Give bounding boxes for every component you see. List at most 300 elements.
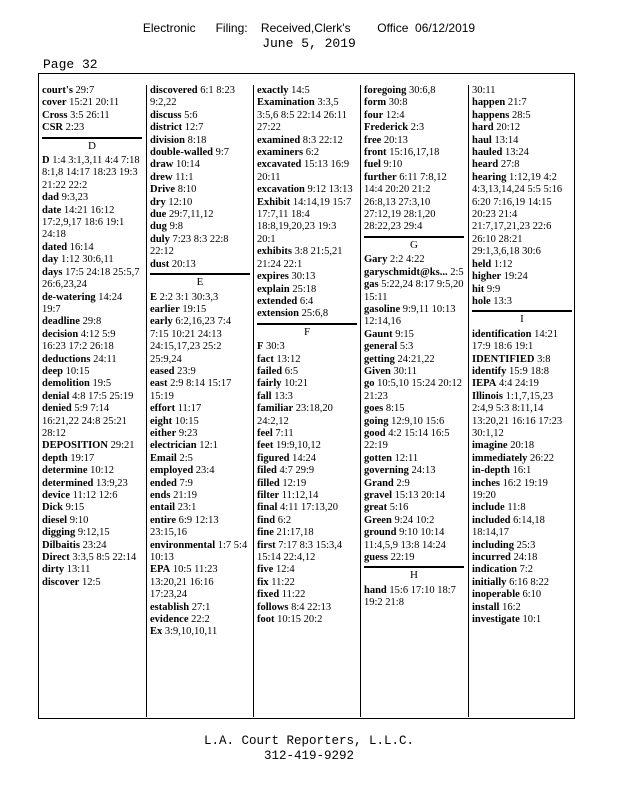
index-entry [364, 416, 464, 428]
index-entry [257, 440, 357, 452]
page-line-refs: 3:5 26:11 [70, 109, 110, 121]
page-line-refs: 15:21 20:11 [69, 97, 120, 109]
index-term: Dick [42, 502, 63, 514]
index-entry [257, 378, 357, 390]
index-entry [150, 453, 250, 465]
page-line-refs: 2:2 4:22 [389, 254, 425, 266]
index-term: fact [257, 353, 274, 365]
index-term: great [364, 502, 388, 514]
index-term: inoperable [472, 589, 520, 601]
page-line-refs: 2:9 8:14 15:17 15:19 [150, 378, 232, 402]
index-term: diesel [42, 514, 68, 526]
page-line-refs: 12:7 [184, 122, 204, 134]
index-entry [257, 85, 357, 97]
index-entry [257, 147, 357, 159]
page-line-refs: 9:10 [69, 514, 89, 526]
page-line-refs: 24:21,22 [397, 353, 435, 365]
index-term: earlier [150, 303, 180, 315]
index-term: five [257, 564, 274, 576]
page-line-refs: 6:10 [522, 589, 542, 601]
index-entry [472, 577, 572, 589]
index-term: gas [364, 279, 379, 291]
page-line-refs: 6:11 7:8,12 14:4 20:20 21:2 26:8,13 27:3,10 27:12,19 28:1,20 28:22,23 29:4 [364, 171, 447, 233]
page-line-refs: 2:3 [410, 122, 425, 134]
column-divider [360, 85, 361, 717]
index-entry [42, 97, 142, 109]
page-line-refs: 7:9 [179, 477, 193, 489]
index-entry [150, 122, 250, 134]
page-line-refs: 19:17 [70, 452, 95, 464]
index-term: extended [257, 295, 298, 307]
index-term: goes [364, 403, 384, 415]
index-term: examined [257, 134, 301, 146]
index-entry [364, 341, 464, 353]
index-term: DEPOSITION [42, 440, 108, 452]
index-entry [42, 329, 142, 354]
index-term: four [364, 109, 384, 121]
index-term: Email [150, 452, 177, 464]
index-entry [472, 366, 572, 378]
page-line-refs: 11:8 [507, 502, 526, 514]
index-entry [257, 271, 357, 283]
index-entry [150, 416, 250, 428]
index-entry [257, 515, 357, 527]
index-entry [42, 205, 142, 242]
index-term: foregoing [364, 85, 407, 96]
index-term: fuel [364, 159, 381, 171]
index-entry [150, 502, 250, 514]
index-term: device [42, 490, 70, 501]
index-term: Direct [42, 552, 70, 564]
index-term: digging [42, 527, 76, 539]
index-entry [472, 502, 572, 514]
index-term: inches [472, 477, 501, 489]
index-entry [42, 366, 142, 378]
index-term: electrician [150, 440, 197, 452]
index-term: fixed [257, 589, 280, 601]
index-entry [472, 97, 572, 109]
index-term: exactly [257, 85, 289, 96]
page-line-refs: 25:6,8 [301, 308, 329, 320]
page-line-refs: 15:6 17:10 18:7 19:2 21:8 [364, 584, 456, 609]
page-line-refs: 12:9,10 15:6 [391, 415, 445, 427]
index-entry [364, 428, 464, 453]
index-term: Given [364, 365, 391, 377]
page-line-refs: 14:24 [292, 452, 317, 464]
page-line-refs: 16:1 [512, 465, 532, 477]
page-line-refs: 15:16,17,18 [389, 147, 440, 159]
index-term: double-walled [150, 147, 214, 159]
index-term: E [150, 291, 158, 303]
page-line-refs: 9:12 13:13 [307, 184, 353, 196]
index-entry [150, 440, 250, 452]
index-term: date [42, 204, 62, 216]
index-entry [364, 279, 464, 304]
page-line-refs: 23:9 [177, 365, 196, 377]
index-entry [150, 209, 250, 221]
index-entry [472, 540, 572, 552]
index-term: draw [150, 159, 174, 171]
index-term: division [150, 134, 186, 146]
column-divider [146, 85, 147, 717]
reporter-name: L.A. Court Reporters, L.L.C. [203, 734, 415, 748]
index-term: hand [364, 584, 387, 596]
index-entry [364, 304, 464, 329]
index-term: discover [42, 576, 80, 588]
index-entry [364, 490, 464, 502]
page-line-refs: 20:13 [383, 134, 408, 146]
index-entry [150, 465, 250, 477]
page-line-refs: 5:22,24 8:17 9:5,20 15:11 [364, 279, 464, 303]
index-entry [257, 184, 357, 196]
page-line-refs: 11:22 [271, 576, 295, 588]
index-entry [150, 602, 250, 614]
page-line-refs: 7:23 8:3 22:8 22:12 [150, 233, 229, 258]
page-line-refs: 25:3 [516, 539, 536, 551]
index-entry [150, 366, 250, 378]
page-line-refs: 6:1 8:23 9:2,22 [150, 85, 235, 109]
index-term: denial [42, 390, 70, 402]
index-entry [42, 378, 142, 390]
index-term: D [42, 155, 50, 167]
index-term: immediately [472, 452, 528, 464]
index-term: Cross [42, 109, 68, 121]
page-line-refs: 30:8 [388, 97, 408, 109]
index-term: employed [150, 465, 194, 477]
index-entry [42, 292, 142, 317]
page-line-refs: 6:2,16,23 7:4 7:15 10:21 24:13 24:15,17,23 25:2 25:9,24 [150, 316, 232, 365]
page-line-refs: 29:21 [110, 440, 135, 452]
index-term: IDENTIFIED [472, 353, 535, 365]
index-entry [150, 515, 250, 540]
index-term: getting [364, 353, 395, 365]
page-line-refs: 10:5,10 15:24 20:12 21:23 [364, 378, 463, 402]
index-entry [364, 329, 464, 341]
index-term: explain [257, 283, 290, 295]
index-term: happens [472, 109, 510, 121]
reporter-phone: 312-419-9292 [263, 749, 354, 763]
index-entry [42, 316, 142, 328]
index-entry [42, 155, 142, 192]
index-entry [257, 564, 357, 576]
page-line-refs: 2:23 [65, 122, 85, 134]
page-line-refs: 4:11 17:13,20 [280, 502, 338, 514]
index-entry [150, 135, 250, 147]
index-term: install [472, 601, 500, 613]
index-entry [42, 110, 142, 122]
index-entry [364, 378, 464, 403]
index-term: Examination [257, 97, 315, 109]
page-line-refs: 4:7 29:9 [279, 465, 315, 477]
index-entry [472, 602, 572, 614]
index-term: F [257, 341, 264, 353]
index-entry [257, 97, 357, 134]
page-line-refs: 1:12 [493, 258, 513, 270]
index-entry [364, 159, 464, 171]
page-line-refs: 9:15 [395, 328, 414, 340]
page-line-refs: 10:15 20:2 [277, 614, 323, 626]
page-line-refs: 3:8 [537, 353, 551, 365]
column-divider [253, 85, 254, 717]
index-term: hole [472, 295, 491, 307]
index-term: include [472, 502, 505, 514]
page-line-refs: 13:3 [274, 390, 293, 402]
page-line-refs: 8:18 [187, 134, 207, 146]
index-term: held [472, 258, 492, 270]
index-entry [472, 391, 572, 441]
index-entry [42, 254, 142, 266]
index-term: dad [42, 192, 59, 204]
index-entry [364, 147, 464, 159]
index-term: failed [257, 365, 283, 377]
index-entry [364, 366, 464, 378]
index-term: district [150, 122, 183, 134]
page-line-refs: 9:8 [169, 221, 183, 233]
page-line-refs: 14:14,19 15:7 17:7,11 18:4 18:8,19,20,23 19:3 20:1 [257, 196, 352, 245]
page-line-refs: 20:18 [510, 440, 535, 452]
index-entry [472, 284, 572, 296]
index-entry [472, 296, 572, 308]
page-line-refs: 12:5 [81, 576, 101, 588]
index-entry [150, 147, 250, 159]
index-entry [257, 527, 357, 539]
index-entry [364, 254, 464, 266]
index-term: dirty [42, 564, 65, 576]
index-entry [257, 296, 357, 308]
index-term: deadline [42, 316, 80, 328]
page-line-refs: 30:6,8 [409, 85, 436, 96]
index-term: Dilbaitis [42, 539, 80, 551]
index-term: hauled [472, 147, 503, 159]
index-term: indication [472, 564, 517, 576]
page-line-refs: 26:22 [530, 452, 554, 464]
page-line-refs: 10:14 [175, 159, 200, 171]
index-entry [257, 453, 357, 465]
page-line-refs: 11:12,14 [281, 490, 319, 501]
index-entry [150, 564, 250, 601]
index-entry [472, 478, 572, 503]
index-term: duly [150, 233, 170, 245]
index-entry [42, 403, 142, 440]
index-entry [472, 453, 572, 465]
index-entry [364, 354, 464, 366]
page-line-refs: 9:7 [215, 147, 230, 159]
index-entry [364, 552, 464, 564]
index-entry [364, 97, 464, 109]
page-line-refs: 10:15 [65, 365, 90, 377]
index-term: Green [364, 514, 392, 526]
index-entry [257, 465, 357, 477]
index-term: gasoline [364, 303, 401, 315]
page-line-refs: 11:17 [177, 403, 202, 415]
page-line-refs: 30:11 [472, 85, 496, 96]
index-term: days [42, 266, 63, 278]
index-entry [150, 378, 250, 403]
index-entry [472, 135, 572, 147]
page-line-refs: 14:21 17:9 18:6 19:1 [472, 328, 559, 353]
index-entry [150, 304, 250, 316]
page-line-refs: 12:4 [385, 109, 405, 121]
section-letter: E [150, 273, 250, 288]
index-term: discuss [150, 109, 182, 121]
index-entry [472, 440, 572, 452]
index-term: discovered [150, 85, 198, 96]
index-term: final [257, 502, 278, 514]
index-term: excavated [257, 159, 302, 171]
page-line-refs: 16:2 19:19 19:20 [472, 477, 548, 501]
section-letter: D [42, 137, 142, 152]
index-term: drew [150, 171, 173, 183]
page-line-refs: 4:8 17:5 25:19 [72, 390, 134, 402]
filing-stamp-line: Electronic Filing: Received,Clerk's Office 06/12/2019 [142, 21, 476, 35]
page-line-refs: 4:4 24:19 [498, 378, 539, 390]
index-column-5 [472, 85, 572, 715]
index-entry [150, 172, 250, 184]
index-term: eight [150, 415, 173, 427]
index-term: identify [472, 365, 507, 377]
page-line-refs: 12:10 [168, 196, 193, 208]
index-entry [150, 184, 250, 196]
index-entry [257, 135, 357, 147]
page-line-refs: 23:18,20 24:2,12 [257, 403, 333, 427]
index-entry [472, 589, 572, 601]
index-term: EPA [150, 564, 171, 576]
index-term: familiar [257, 403, 294, 415]
page-line-refs: 2:2 3:1 30:3,3 [159, 291, 219, 303]
page-line-refs: 15:13 16:9 20:11 [257, 159, 350, 183]
page-line-refs: 17:5 24:18 25:5,7 26:6,23,24 [42, 266, 140, 291]
page-line-refs: 10:21 [284, 378, 309, 390]
index-entry [42, 85, 142, 97]
index-entry [257, 502, 357, 514]
page-line-refs: 7:17 8:3 15:3,4 15:14 22:4,12 [257, 539, 343, 564]
index-term: Ex [150, 626, 163, 638]
page-line-refs: 10:15 [174, 415, 199, 427]
index-term: expires [257, 271, 289, 283]
page-line-refs: 13:3 [493, 295, 512, 307]
section-letter: I [472, 310, 572, 325]
index-term: CSR [42, 122, 64, 134]
index-term: decision [42, 328, 79, 340]
index-entry [364, 267, 464, 279]
section-letter: F [257, 323, 357, 338]
index-term: initially [472, 576, 507, 588]
column-divider [468, 85, 469, 717]
index-entry [364, 585, 464, 610]
page-line-refs: 8:4 22:13 [291, 601, 332, 613]
page-line-refs: 24:18 [513, 552, 538, 564]
page-line-refs: 8:15 [385, 403, 405, 415]
page-line-refs: 9:10 10:14 11:4,5,9 13:8 14:24 [364, 527, 446, 551]
page-line-refs: 19:9,10,12 [275, 440, 321, 452]
index-entry [364, 478, 464, 490]
page-line-refs: 22:2 [191, 614, 210, 626]
page-line-refs: 27:1 [191, 601, 211, 613]
index-term: IEPA [472, 378, 497, 390]
page-line-refs: 6:9 12:13 23:15,16 [150, 514, 219, 539]
index-term: Frederick [364, 122, 409, 134]
index-entry [472, 329, 572, 354]
page-line-refs: 9:23 [178, 427, 198, 439]
index-entry [364, 110, 464, 122]
index-entry [257, 403, 357, 428]
page-line-refs: 23:1 [177, 502, 197, 514]
index-term: going [364, 415, 389, 427]
index-term: filter [257, 490, 280, 501]
index-column-1 [42, 85, 142, 715]
index-entry [42, 502, 142, 514]
index-term: Grand [364, 477, 394, 489]
page-line-refs: 11:22 [281, 589, 306, 601]
index-term: go [364, 378, 375, 390]
page-line-refs: 11:1 [175, 171, 194, 183]
index-entry [42, 354, 142, 366]
index-term: hearing [472, 171, 507, 183]
index-term: hard [472, 122, 494, 134]
index-entry [42, 515, 142, 527]
page-line-refs: 21:19 [173, 490, 197, 501]
index-entry [257, 614, 357, 626]
index-term: deep [42, 365, 63, 377]
index-term: cover [42, 97, 67, 109]
page-line-refs: 21:7 [507, 97, 527, 109]
index-term: figured [257, 452, 290, 464]
index-term: extension [257, 308, 299, 320]
page-line-refs: 13:14 [494, 134, 519, 146]
index-entry [257, 197, 357, 247]
index-entry [42, 552, 142, 564]
index-entry [472, 147, 572, 159]
index-entry [42, 577, 142, 589]
index-term: dust [150, 258, 170, 270]
index-entry [472, 110, 572, 122]
page-line-refs: 10:5 11:23 13:20,21 16:16 17:23,24 [150, 564, 218, 601]
page-line-refs: 14:5 [291, 85, 310, 96]
index-term: dug [150, 221, 167, 233]
page-line-refs: 4:2 15:14 16:5 22:19 [364, 427, 450, 452]
index-entry [42, 465, 142, 477]
index-term: Gary [364, 254, 388, 266]
index-entry [364, 85, 464, 97]
page-line-refs: 9:24 10:2 [394, 514, 435, 526]
index-term: dry [150, 196, 166, 208]
index-entry [150, 110, 250, 122]
index-term: deductions [42, 353, 91, 365]
page-line-refs: 16:14 [69, 241, 94, 253]
page-line-refs: 11:12 12:6 [72, 490, 118, 501]
index-term: depth [42, 452, 68, 464]
index-entry [472, 159, 572, 171]
page-line-refs: 21:17,18 [276, 527, 314, 539]
index-term: east [150, 378, 168, 390]
page-line-refs: 13:12 [276, 353, 301, 365]
page-line-refs: 15:13 20:14 [394, 490, 446, 501]
page-line-refs: 29:7 [75, 85, 95, 96]
index-entry [364, 172, 464, 234]
index-entry [42, 490, 142, 502]
index-entry [364, 122, 464, 134]
page-line-refs: 3:8 21:5,21 21:24 22:1 [257, 246, 343, 270]
page-line-refs: 19:5 [92, 378, 112, 390]
index-term: general [364, 341, 398, 353]
page-line-refs: 2:5 [179, 452, 193, 464]
index-entry [150, 259, 250, 271]
index-term: day [42, 254, 59, 266]
index-entry [257, 354, 357, 366]
index-term: determined [42, 477, 94, 489]
index-column-4 [364, 85, 464, 715]
page-line-refs: 20:13 [171, 258, 196, 270]
